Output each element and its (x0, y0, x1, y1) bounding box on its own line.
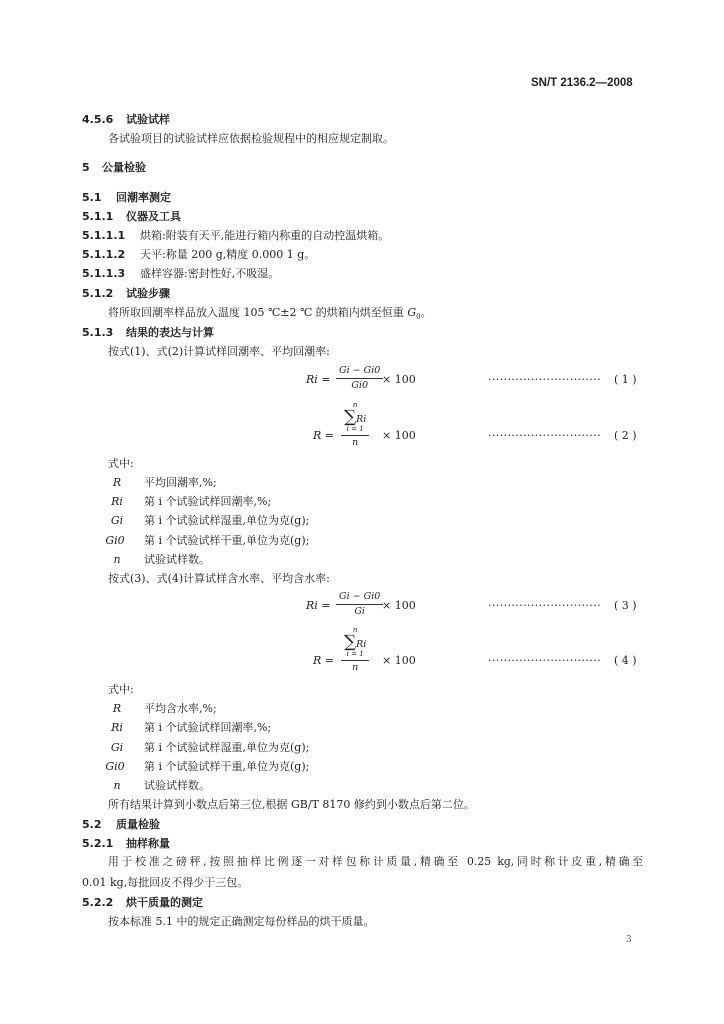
variable-symbol: n (113, 779, 121, 792)
variable-description: 第 i 个试验试样湿重,单位为克(g); (144, 514, 310, 527)
section-number: 5.2.1 (82, 837, 114, 850)
formula-fraction (336, 592, 383, 616)
formula-numerator: n ∑Ri i = 1 (341, 402, 369, 436)
variable-symbol: R (112, 476, 122, 489)
paragraph: 按本标准 5.1 中的规定正确测定每份样品的烘干质量。 (108, 915, 375, 928)
section-title: 结果的表达与计算 (126, 326, 214, 339)
formula-lhs: R = (313, 654, 334, 667)
variable-description: 平均含水率,%; (144, 702, 217, 715)
variable-description: 平均回潮率,%; (144, 476, 217, 489)
section-number: 5.2 (82, 818, 102, 831)
variable-symbol: Gi (110, 514, 124, 527)
section-number: 5.1.2 (82, 287, 114, 300)
variable-symbol: Gi0 (105, 534, 125, 547)
section-number: 5.2.2 (82, 896, 114, 909)
sigma-symbol: ∑ (344, 407, 357, 427)
where-label: 式中: (108, 457, 134, 470)
section-number: 4.5.6 (82, 113, 114, 126)
formula-leader-dots: ····························· (488, 429, 602, 442)
section-number: 5.1.1.3 (82, 267, 126, 280)
formula-fraction (336, 366, 383, 390)
variable-symbol: Ri (111, 721, 123, 734)
paragraph: 用于校准之磅秤,按照抽样比例逐一对样包称计质量,精确至 0.25 kg,同时称计皮重,精确至 (108, 855, 643, 868)
section-number: 5.1 (82, 191, 102, 204)
where-label: 式中: (108, 683, 134, 696)
formula-numerator: Gi − Gi0 (336, 592, 383, 605)
section-title: 质量检验 (116, 818, 160, 831)
formula-numerator: n ∑Ri i = 1 (341, 627, 369, 661)
section-number: 5.1.1.2 (82, 248, 126, 261)
standard-number: SN/T 2136.2—2008 (531, 77, 633, 89)
formula-label: ( 4 ) (614, 654, 637, 667)
variable-symbol: Gi0 (105, 760, 125, 773)
section-number: 5.1.1 (82, 210, 114, 223)
formula-lhs: Ri = (306, 599, 331, 612)
formula-denominator: Gi (354, 605, 365, 617)
formula-leader-dots: ····························· (488, 373, 602, 386)
formula-multiplier: × 100 (382, 654, 416, 667)
paragraph: 盛样容器:密封性好,不吸湿。 (140, 267, 280, 280)
formula-multiplier: × 100 (382, 429, 416, 442)
section-title: 试验试样 (126, 113, 170, 126)
variable-symbol: R (112, 702, 122, 715)
sigma-symbol: ∑ (344, 632, 357, 652)
formula-denominator: n (352, 437, 359, 448)
paragraph: 烘箱:附装有天平,能进行箱内称重的自动控温烘箱。 (140, 229, 390, 242)
section-number: 5.1.1.1 (82, 229, 126, 242)
paragraph: 按式(1)、式(2)计算试样回潮率、平均回潮率: (108, 345, 330, 358)
section-title: 回潮率测定 (116, 191, 171, 204)
variable-description: 第 i 个试验试样回潮率,%; (144, 495, 272, 508)
paragraph: 各试验项目的试验试样应依据检验规程中的相应规定制取。 (108, 132, 394, 145)
page-number: 3 (626, 935, 632, 945)
variable-description: 第 i 个试验试样湿重,单位为克(g); (144, 741, 310, 754)
formula-lhs: Ri = (306, 373, 331, 386)
formula-lhs: R = (313, 429, 334, 442)
paragraph: 所有结果计算到小数点后第三位,根据 GB/T 8170 修约到小数点后第二位。 (108, 798, 475, 811)
section-title: 抽样称量 (126, 837, 170, 850)
formula-multiplier: × 100 (382, 373, 416, 386)
section-title: 试验步骤 (126, 287, 170, 300)
formula-label: ( 1 ) (614, 373, 637, 386)
variable-symbol: n (113, 553, 121, 566)
variable-description: 试验试样数。 (144, 779, 210, 792)
section-title: 公量检验 (102, 161, 146, 174)
section-title: 仪器及工具 (126, 210, 181, 223)
variable-description: 第 i 个试验试样干重,单位为克(g); (144, 534, 310, 547)
formula-fraction (341, 402, 369, 448)
section-number: 5.1.3 (82, 326, 114, 339)
section-title: 烘干质量的测定 (126, 896, 203, 909)
formula-label: ( 2 ) (614, 429, 637, 442)
formula-fraction (341, 627, 369, 673)
variable-symbol: Ri (111, 495, 123, 508)
formula-denominator: Gi0 (351, 379, 368, 391)
formula-leader-dots: ····························· (488, 599, 602, 612)
paragraph: 天平:称量 200 g,精度 0.000 1 g。 (140, 248, 316, 261)
variable-description: 试验试样数。 (144, 553, 210, 566)
formula-numerator: Gi − Gi0 (336, 366, 383, 379)
section-number: 5 (82, 161, 90, 174)
variable-description: 第 i 个试验试样回潮率,%; (144, 721, 272, 734)
formula-multiplier: × 100 (382, 599, 416, 612)
variable-symbol: Gi (110, 741, 124, 754)
formula-label: ( 3 ) (614, 599, 637, 612)
formula-leader-dots: ····························· (488, 654, 602, 667)
paragraph: 按式(3)、式(4)计算试样含水率、平均含水率: (108, 572, 330, 585)
paragraph: 0.01 kg,每批回皮不得少于三包。 (82, 876, 249, 889)
variable-description: 第 i 个试验试样干重,单位为克(g); (144, 760, 310, 773)
formula-denominator: n (352, 662, 359, 673)
paragraph: 将所取回潮率样品放入温度 105 ℃±2 ℃ 的烘箱内烘至恒重 $G_0$。 (108, 306, 432, 322)
